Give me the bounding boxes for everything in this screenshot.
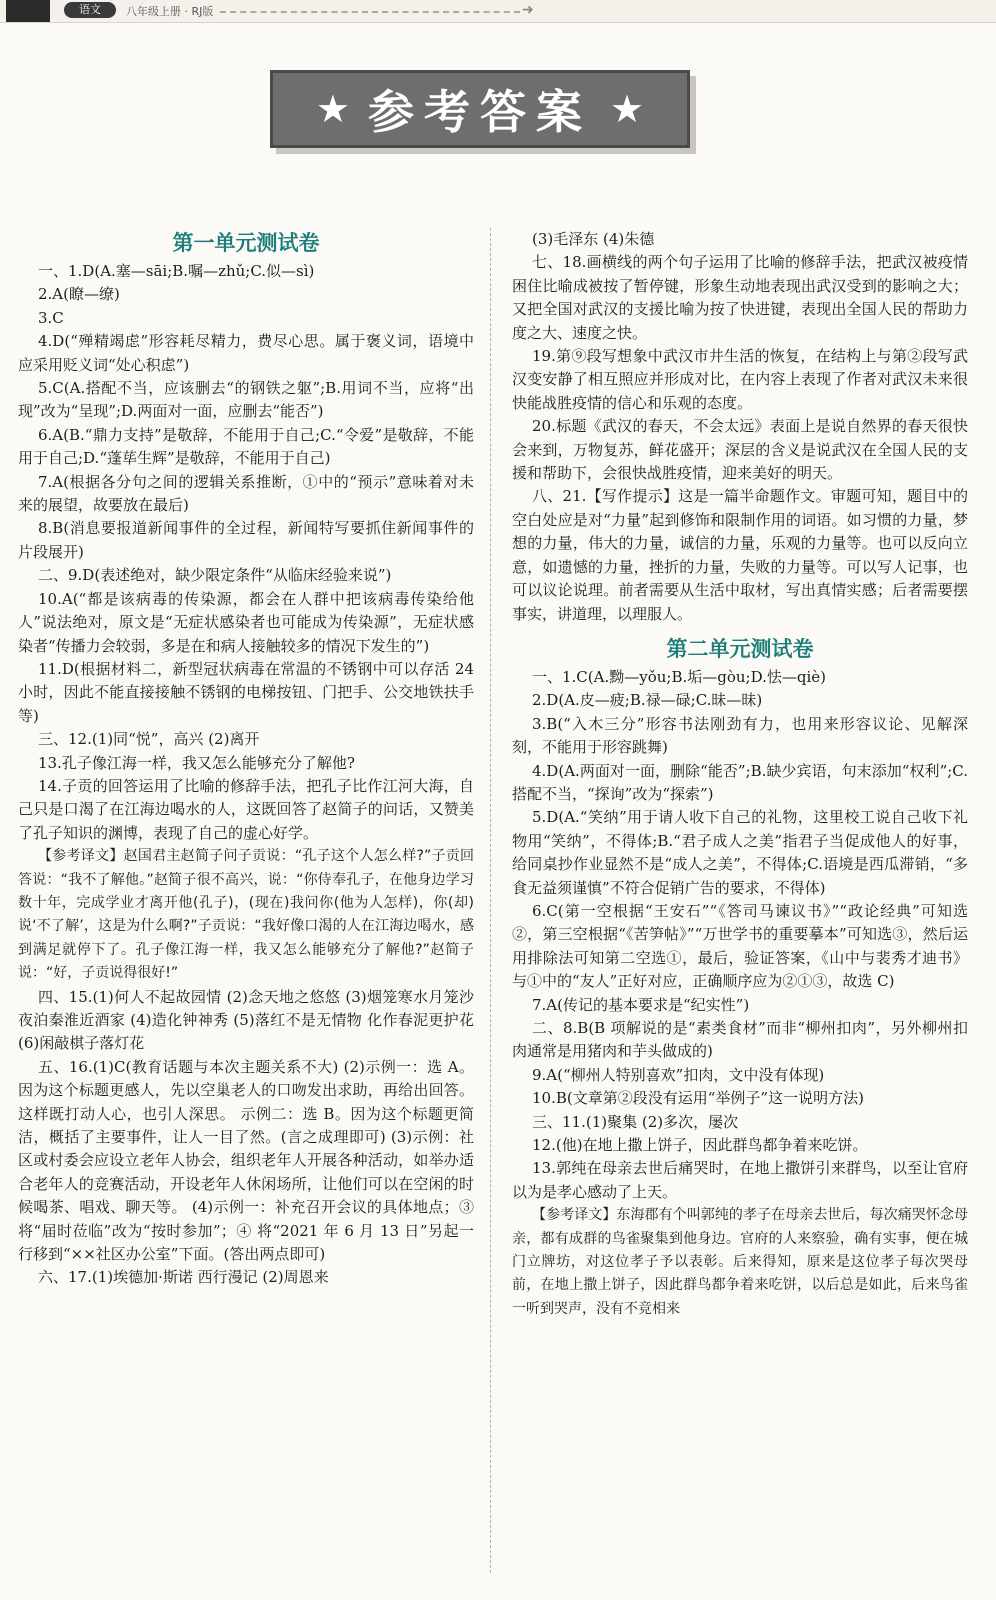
answer-item: 20.标题《武汉的春天，不会太远》表面上是说自然界的春天很快会来到，万物复苏，鲜花盛开；深层的含义是说武汉在全国人民的支援和帮助下，会很快战胜疫情，迎来美好的明天。	[512, 417, 968, 483]
answer-item: 二、9.D(表述绝对，缺少限定条件“从临床经验来说”)	[38, 566, 392, 585]
answer-item: 六、17.(1)埃德加·斯诺 西行漫记 (2)周恩来	[38, 1268, 329, 1287]
answer-item: 5.D(A.“笑纳”用于请人收下自己的礼物，这里校工说自己收下礼物用“笑纳”，不得体;B.“君子成人之美”指君子当促成他人的好事，给同桌抄作业显然不是“成人之美”，不得体;C.语境是西瓜滞销，“多食无益须谨慎”不符合促销广告的要求，不得体)	[512, 808, 968, 897]
answer-item: 2.D(A.皮—疲;B.禄—碌;C.昧—昧)	[532, 691, 763, 710]
answer-item: 13.郭纯在母亲去世后痛哭时，在地上撒饼引来群鸟，以至让官府以为是孝心感动了上天。	[512, 1159, 968, 1201]
star-icon: ★	[610, 87, 645, 131]
answer-item: 12.(他)在地上撒上饼子，因此群鸟都争着来吃饼。	[532, 1136, 868, 1155]
star-icon: ★	[315, 87, 350, 131]
answer-item: 五、16.(1)C(教育话题与本次主题关系不大) (2)示例一：选 A。因为这个标题更感人，先以空巢老人的口吻发出求助，再给出回答。这样既打动人心，也引人深思。 示例二：选 B。因为这个标题更简洁，概括了主要事件，让人一目了然。(言之成理即可) (3)示例：社区或村委会应设立老年人协会，组织老年人开展各种活动，如举办适合老年人的竞赛活动，开设老年人休闲场所，让他们可以在空闲的时候喝茶、唱戏、聊天等。 (4)示例一：补充召开会议的具体地点；③ 将“届时莅临”改为“按时参加”；④ 将“2021 年 6 月 13 日”另起一行移到“××社区办公室”下面。(答出两点即可)	[18, 1057, 474, 1264]
banner-title: 参考答案	[368, 85, 592, 139]
answer-item: 4.D(“殚精竭虑”形容耗尽精力，费尽心思。属于褒义词，语境中应采用贬义词“处心积虑”)	[18, 332, 474, 374]
answer-item: 4.D(A.两面对一面，删除“能否”;B.缺少宾语，句末添加“权利”;C.搭配不当，“探询”改为“探索”)	[512, 761, 968, 803]
answer-item: 11.D(根据材料二，新型冠状病毒在常温的不锈钢中可以存活 24 小时，因此不能直接接触不锈钢的电梯按钮、门把手、公交地铁扶手等)	[18, 659, 474, 725]
answer-item: 10.A(“都是该病毒的传染源，都会在人群中把该病毒传染给他人”说法绝对，原文是“无症状感染者也可能成为传染源”，无症状感染者“传播力会较弱，多是在和病人接触较多的情况下发生的”)	[18, 589, 474, 655]
column-divider	[490, 228, 491, 1573]
answer-item: 9.A(“柳州人特别喜欢”扣肉，文中没有体现)	[532, 1065, 825, 1084]
page-header	[0, 0, 996, 23]
answer-item: 七、18.画横线的两个句子运用了比喻的修辞手法，把武汉被疫情困住比喻成被按了暂停键，形象生动地表现出武汉受到的影响之大；又把全国对武汉的支援比喻为按了快进键，表现出全国人民的帮助力度之大、速度之快。	[512, 253, 968, 342]
answer-item: 三、11.(1)聚集 (2)多次，屡次	[532, 1112, 739, 1131]
subject-tag: 语文	[64, 2, 116, 18]
answer-item: 10.B(文章第②段没有运用“举例子”这一说明方法)	[532, 1089, 864, 1108]
answer-item: 6.A(B.“鼎力支持”是敬辞，不能用于自己;C.“令爱”是敬辞，不能用于自己;D.“蓬荜生辉”是敬辞，不能用于自己)	[18, 425, 474, 468]
reference-translation: 【参考译文】赵国君主赵简子问子贡说：“孔子这个人怎么样?”子贡回答说：“我不了解他。”赵简子很不高兴，说：“你侍奉孔子，在他身边学习数十年，完成学业才离开他(孔子)，(现在)我问你(他为人怎样)，你(却)说‘不了解’，这是为什么啊?”子贡说：“我好像口渴的人在江海边喝水，感到满足就停下了。孔子像江海一样，我又怎么能够充分了解他?”赵简子说：“好，子贡说得很好!”	[18, 848, 474, 982]
answer-item: 2.A(瞭—缭)	[38, 285, 120, 304]
answer-item: 四、15.(1)何人不起故园情 (2)念天地之悠悠 (3)烟笼寒水月笼沙 夜泊秦淮近酒家 (4)造化钟神秀 (5)落红不是无情物 化作春泥更护花 (6)闲敲棋子落灯花	[18, 987, 474, 1053]
header-divider	[220, 11, 520, 13]
answer-item: 3.B(“入木三分”形容书法刚劲有力，也用来形容议论、见解深刻，不能用于形容跳舞)	[512, 714, 968, 757]
answer-item: 7.A(传记的基本要求是“纪实性”)	[532, 995, 750, 1014]
answer-item: 5.C(A.搭配不当，应该删去“的钢铁之躯”;B.用词不当，应将“出现”改为“呈现”;D.两面对一面，应删去“能否”)	[18, 379, 474, 421]
answer-key-banner	[270, 70, 690, 148]
answer-item: 7.A(根据各分句之间的逻辑关系推断，①中的“预示”意味着对未来的展望，故要放在最后)	[18, 472, 474, 515]
answer-item: 13.孔子像江海一样，我又怎么能够充分了解他?	[38, 753, 355, 772]
arrow-right-icon: ➜	[522, 2, 534, 18]
reference-translation: 【参考译文】东海郡有个叫郭纯的孝子在母亲去世后，每次痛哭怀念母亲，都有成群的鸟雀聚集到他身边。官府的人来察验，确有实事，便在城门立牌坊，对这位孝子予以表彰。后来得知，原来是这位孝子每次哭母前，在地上撒上饼子，因此群鸟都争着来吃饼，以后总是如此，后来鸟雀一听到哭声，没有不竞相来	[512, 1207, 968, 1317]
answer-item: 14.子贡的回答运用了比喻的修辞手法，把孔子比作江河大海，自己只是口渴了在江海边喝水的人，这既回答了赵简子的问话，又赞美了孔子知识的渊博，表现了自己的虚心好学。	[18, 776, 474, 842]
answer-item: 八、21.【写作提示】这是一篇半命题作文。审题可知，题目中的空白处应是对“力量”起到修饰和限制作用的词语。如习惯的力量，梦想的力量，伟大的力量，诚信的力量，乐观的力量等。也可以反向立意，如遗憾的力量，挫折的力量，失败的力量等。可以写人记事，也可以议论说理。前者需要从生活中取材，写出真情实感；后者需要摆事实，讲道理，以理服人。	[512, 487, 968, 623]
answer-item: 一、1.D(A.塞—sāi;B.嘱—zhǔ;C.似—sì)	[38, 262, 315, 280]
answer-item: 二、8.B(B 项解说的是“素类食材”而非“柳州扣肉”，另外柳州扣肉通常是用猪肉和芋头做成的)	[512, 1019, 968, 1061]
answer-item: 6.C(第一空根据“王安石”“《答司马谏议书》”“政论经典”可知选②，第三空根据“《苦笋帖》”“万世学书的重要摹本”可知选③，然后运用排除法可知第二空选①，最后，验证答案，《山中与裴秀才迪书》与①中的“友人”正好对应，正确顺序应为②①③，故选 C)	[512, 901, 968, 991]
answer-item: 三、12.(1)同“悦”，高兴 (2)离开	[38, 730, 260, 749]
section-title-unit-2: 第二单元测试卷	[666, 635, 814, 661]
answer-item: (3)毛泽东 (4)朱德	[532, 230, 655, 248]
grade-label: 八年级上册 · RJ版	[126, 5, 214, 18]
book-logo	[6, 0, 50, 22]
answer-item: 一、1.C(A.黝—yǒu;B.垢—gòu;D.怯—qiè)	[532, 667, 826, 686]
left-column	[18, 228, 474, 1578]
answer-item: 3.C	[38, 308, 64, 327]
section-title-unit-1: 第一单元测试卷	[172, 230, 320, 255]
answer-item: 8.B(消息要报道新闻事件的全过程，新闻特写要抓住新闻事件的片段展开)	[18, 519, 474, 561]
right-column	[512, 228, 968, 1578]
answer-item: 19.第⑨段写想象中武汉市井生活的恢复，在结构上与第②段写武汉变安静了相互照应并形成对比，在内容上表现了作者对武汉未来很快能战胜疫情的信心和乐观的态度。	[512, 347, 968, 412]
